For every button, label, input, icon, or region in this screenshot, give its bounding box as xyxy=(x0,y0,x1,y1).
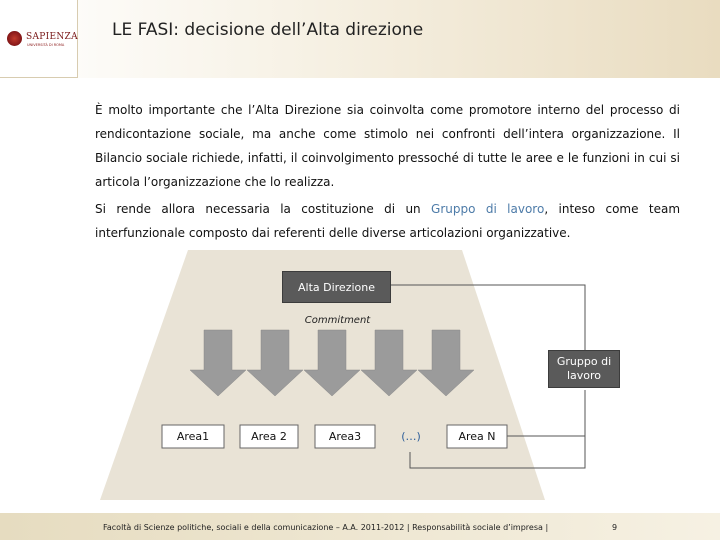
area-2-label: Area 2 xyxy=(251,430,287,443)
gruppo-di-lavoro-box: Gruppo di lavoro xyxy=(548,350,620,388)
page-title: LE FASI: decisione dell’Alta direzione xyxy=(112,20,424,40)
area-n-label: Area N xyxy=(458,430,496,443)
logo-text: SAPIENZA xyxy=(26,32,78,42)
page-number: 9 xyxy=(612,523,618,532)
ellipsis-label: (…) xyxy=(401,430,421,443)
paragraph-1: È molto importante che l’Alta Direzione sia coinvolta come promotore interno del processo di rendicontazione sociale, ma anche come stimolo nei confronti dell’intera organizzazione. Il Bilancio sociale richiede, infatti, il coinvolgimento pressoché di tutte le aree e le funzioni in cui si articola l’organizzazione che lo realizza. xyxy=(95,103,680,189)
paragraph-2-text-end: , inteso come team interfunzionale composto dai referenti delle diverse articolazioni organizzative. xyxy=(95,202,681,240)
area-3-label: Area3 xyxy=(328,430,362,443)
alta-direzione-box: Alta Direzione xyxy=(282,271,391,303)
area-1-label: Area1 xyxy=(176,430,210,443)
paragraph-2-text: Si rende allora necessaria la costituzione di un xyxy=(95,202,432,216)
commitment-label: Commitment xyxy=(304,315,371,326)
logo-subtext: UNIVERSITÀ DI ROMA xyxy=(27,43,65,47)
gruppo-di-lavoro-highlight: Gruppo di lavoro xyxy=(431,202,545,216)
footer-text: Facoltà di Scienze politiche, sociali e della comunicazione – A.A. 2011-2012 | Responsabilità sociale d’impresa | xyxy=(103,523,549,532)
